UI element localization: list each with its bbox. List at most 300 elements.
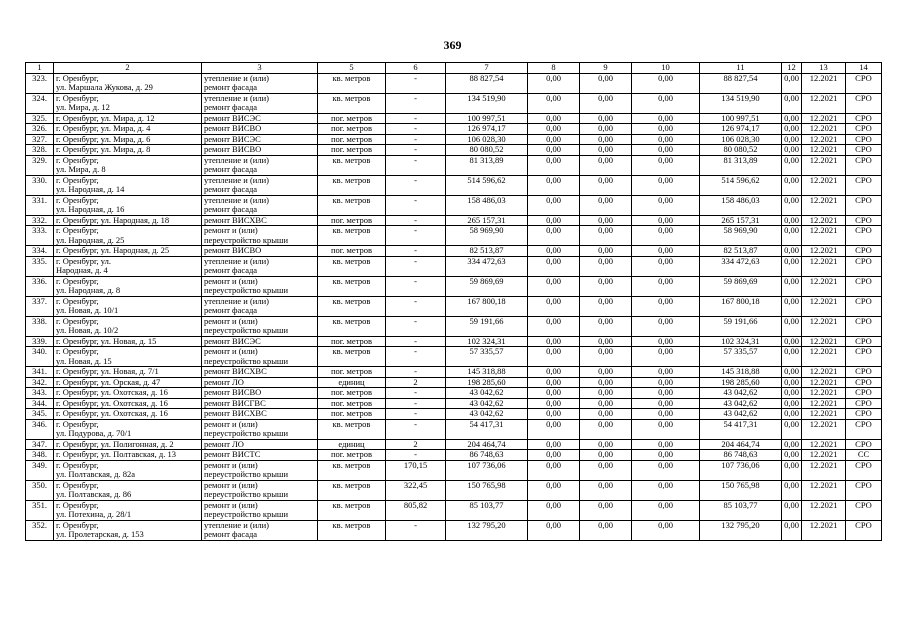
line-1: ремонт и (или) [204, 346, 258, 356]
line-1: ремонт ВИСЭС [204, 134, 261, 144]
quantity-cell: - [386, 296, 446, 316]
address-cell [54, 73, 202, 93]
table-row [26, 134, 882, 145]
method-cell: СРО [846, 419, 882, 439]
unit-cell: кв. метров [318, 73, 386, 93]
work-type-cell [202, 409, 318, 420]
method-cell: СРО [846, 215, 882, 226]
quantity-cell: - [386, 316, 446, 336]
cost-col-11: 54 417,31 [700, 419, 782, 439]
line-1: ремонт ВИСТС [204, 449, 261, 459]
cost-col-11: 198 285,60 [700, 377, 782, 388]
line-1: утепление и (или) [204, 256, 269, 266]
line-1: ремонт ВИСВО [204, 123, 262, 133]
cost-col-10: 0,00 [632, 113, 700, 124]
quantity-cell: 170,15 [386, 460, 446, 480]
cost-col-8: 0,00 [528, 398, 580, 409]
method-cell: СРО [846, 388, 882, 399]
page-number: 369 [443, 38, 462, 52]
cost-col-8: 0,00 [528, 336, 580, 347]
cost-col-10: 0,00 [632, 520, 700, 540]
quantity-cell: - [386, 124, 446, 135]
cost-col-9: 0,00 [580, 296, 632, 316]
table-row [26, 175, 882, 195]
line-2: переустройство крыши [204, 469, 289, 479]
unit-cell: пог. метров [318, 388, 386, 399]
quantity-cell: - [386, 256, 446, 276]
unit-cell: пог. метров [318, 124, 386, 135]
line-2: ул. Маршала Жукова, д. 29 [56, 82, 153, 92]
method-cell: СРО [846, 145, 882, 156]
cost-col-8: 0,00 [528, 460, 580, 480]
work-type-cell [202, 388, 318, 399]
table-row [26, 145, 882, 156]
line-1: г. Оренбург, ул. Мира, д. 8 [56, 144, 151, 154]
cost-col-11: 145 318,88 [700, 367, 782, 378]
cost-col-8: 0,00 [528, 377, 580, 388]
method-cell: СРО [846, 336, 882, 347]
quantity-cell: - [386, 215, 446, 226]
cost-col-11: 204 464,74 [700, 439, 782, 450]
cost-col-11: 102 324,31 [700, 336, 782, 347]
quantity-cell: - [386, 419, 446, 439]
method-cell: СРО [846, 93, 882, 113]
address-cell [54, 336, 202, 347]
address-cell [54, 480, 202, 500]
method-cell: СРО [846, 316, 882, 336]
cost-col-12: 0,00 [782, 336, 802, 347]
table-row [26, 419, 882, 439]
total-cost-cell: 334 472,63 [446, 256, 528, 276]
work-type-cell [202, 276, 318, 296]
cost-col-12: 0,00 [782, 439, 802, 450]
line-1: утепление и (или) [204, 195, 269, 205]
cost-col-8: 0,00 [528, 347, 580, 367]
cost-col-8: 0,00 [528, 145, 580, 156]
cost-col-10: 0,00 [632, 256, 700, 276]
cost-col-12: 0,00 [782, 256, 802, 276]
cost-col-10: 0,00 [632, 388, 700, 399]
work-type-cell [202, 347, 318, 367]
total-cost-cell: 100 997,51 [446, 113, 528, 124]
cost-col-8: 0,00 [528, 134, 580, 145]
date-cell: 12.2021 [802, 419, 846, 439]
cost-col-12: 0,00 [782, 215, 802, 226]
line-2: переустройство крыши [204, 285, 289, 295]
table-row [26, 409, 882, 420]
unit-cell: пог. метров [318, 409, 386, 420]
method-cell: СРО [846, 347, 882, 367]
row-number: 327. [26, 134, 54, 145]
total-cost-cell: 167 800,18 [446, 296, 528, 316]
line-1: г. Оренбург, [56, 276, 99, 286]
work-type-cell [202, 155, 318, 175]
line-2: Народная, д. 4 [56, 265, 108, 275]
cost-col-8: 0,00 [528, 93, 580, 113]
cost-col-12: 0,00 [782, 520, 802, 540]
cost-col-8: 0,00 [528, 409, 580, 420]
address-cell [54, 520, 202, 540]
unit-cell: кв. метров [318, 93, 386, 113]
cost-col-10: 0,00 [632, 195, 700, 215]
work-type-cell [202, 215, 318, 226]
unit-cell: кв. метров [318, 460, 386, 480]
address-cell [54, 439, 202, 450]
table-row [26, 246, 882, 257]
cost-col-8: 0,00 [528, 155, 580, 175]
date-cell: 12.2021 [802, 398, 846, 409]
line-2: переустройство крыши [204, 428, 289, 438]
address-cell [54, 460, 202, 480]
method-cell: СРО [846, 246, 882, 257]
cost-col-12: 0,00 [782, 134, 802, 145]
cost-col-10: 0,00 [632, 155, 700, 175]
row-number: 349. [26, 460, 54, 480]
line-1: г. Оренбург, ул. Охотская, д. 16 [56, 387, 168, 397]
total-cost-cell: 198 285,60 [446, 377, 528, 388]
work-type-cell [202, 73, 318, 93]
cost-col-9: 0,00 [580, 480, 632, 500]
line-1: г. Оренбург, [56, 296, 99, 306]
unit-cell: единиц [318, 439, 386, 450]
date-cell: 12.2021 [802, 93, 846, 113]
total-cost-cell: 132 795,20 [446, 520, 528, 540]
cost-col-12: 0,00 [782, 155, 802, 175]
cost-col-11: 58 969,90 [700, 226, 782, 246]
method-cell: СРО [846, 409, 882, 420]
date-cell: 12.2021 [802, 439, 846, 450]
work-type-cell [202, 439, 318, 450]
cost-col-11: 57 335,57 [700, 347, 782, 367]
work-type-cell [202, 520, 318, 540]
address-cell [54, 316, 202, 336]
cost-col-12: 0,00 [782, 377, 802, 388]
work-type-cell [202, 134, 318, 145]
column-header: 10 [632, 63, 700, 74]
cost-col-8: 0,00 [528, 113, 580, 124]
cost-col-8: 0,00 [528, 480, 580, 500]
line-2: ул. Народная, д. 8 [56, 285, 121, 295]
row-number: 352. [26, 520, 54, 540]
date-cell: 12.2021 [802, 73, 846, 93]
total-cost-cell: 59 869,69 [446, 276, 528, 296]
line-1: г. Оренбург, [56, 93, 99, 103]
cost-col-9: 0,00 [580, 195, 632, 215]
cost-col-11: 85 103,77 [700, 500, 782, 520]
table-row [26, 316, 882, 336]
cost-col-8: 0,00 [528, 388, 580, 399]
quantity-cell: - [386, 388, 446, 399]
cost-col-11: 150 765,98 [700, 480, 782, 500]
work-type-cell [202, 93, 318, 113]
work-type-cell [202, 336, 318, 347]
work-type-cell [202, 450, 318, 461]
total-cost-cell: 134 519,90 [446, 93, 528, 113]
cost-col-9: 0,00 [580, 145, 632, 156]
line-2: ул. Новая, д. 15 [56, 355, 112, 366]
line-1: ремонт и (или) [204, 480, 258, 490]
table-row [26, 336, 882, 347]
row-number: 340. [26, 347, 54, 367]
row-number: 332. [26, 215, 54, 226]
method-cell: СРО [846, 73, 882, 93]
line-1: г. Оренбург, ул. Мира, д. 6 [56, 134, 151, 144]
line-2: ремонт фасада [204, 265, 258, 275]
quantity-cell: 322,45 [386, 480, 446, 500]
line-1: ремонт и (или) [204, 316, 258, 326]
quantity-cell: - [386, 134, 446, 145]
quantity-cell: - [386, 409, 446, 420]
cost-col-8: 0,00 [528, 500, 580, 520]
quantity-cell: - [386, 175, 446, 195]
row-number: 337. [26, 296, 54, 316]
row-number: 324. [26, 93, 54, 113]
row-number: 333. [26, 226, 54, 246]
cost-col-9: 0,00 [580, 226, 632, 246]
total-cost-cell: 102 324,31 [446, 336, 528, 347]
total-cost-cell: 150 765,98 [446, 480, 528, 500]
cost-col-9: 0,00 [580, 347, 632, 367]
row-number: 345. [26, 409, 54, 420]
column-header: 14 [846, 63, 882, 74]
cost-col-9: 0,00 [580, 215, 632, 226]
cost-col-11: 43 042,62 [700, 409, 782, 420]
date-cell: 12.2021 [802, 500, 846, 520]
cost-col-9: 0,00 [580, 439, 632, 450]
address-cell [54, 246, 202, 257]
address-cell [54, 175, 202, 195]
line-2: переустройство крыши [204, 325, 289, 335]
cost-col-10: 0,00 [632, 175, 700, 195]
line-1: г. Оренбург, ул. Полигонная, д. 2 [56, 439, 174, 449]
method-cell: СРО [846, 155, 882, 175]
line-1: г. Оренбург, [56, 419, 99, 429]
cost-col-11: 134 519,90 [700, 93, 782, 113]
line-1: г. Оренбург, [56, 316, 99, 326]
work-type-cell [202, 367, 318, 378]
cost-col-12: 0,00 [782, 347, 802, 367]
cost-col-8: 0,00 [528, 367, 580, 378]
method-cell: СРО [846, 195, 882, 215]
line-2: ремонт фасада [204, 184, 258, 194]
table-row [26, 226, 882, 246]
cost-col-8: 0,00 [528, 276, 580, 296]
cost-col-9: 0,00 [580, 246, 632, 257]
cost-col-9: 0,00 [580, 134, 632, 145]
cost-col-10: 0,00 [632, 409, 700, 420]
table-row [26, 113, 882, 124]
method-cell: СРО [846, 226, 882, 246]
date-cell: 12.2021 [802, 450, 846, 461]
row-number: 351. [26, 500, 54, 520]
line-1: ремонт ВИСВО [204, 245, 262, 255]
work-type-cell [202, 175, 318, 195]
cost-col-12: 0,00 [782, 316, 802, 336]
cost-col-8: 0,00 [528, 256, 580, 276]
address-cell [54, 155, 202, 175]
date-cell: 12.2021 [802, 388, 846, 399]
table-row [26, 480, 882, 500]
line-1: ремонт ВИСХВС [204, 366, 267, 376]
unit-cell: пог. метров [318, 134, 386, 145]
row-number: 329. [26, 155, 54, 175]
line-1: ремонт и (или) [204, 276, 258, 286]
total-cost-cell: 106 028,30 [446, 134, 528, 145]
line-1: г. Оренбург, ул. Новая, д. 15 [56, 336, 157, 346]
method-cell: СРО [846, 124, 882, 135]
cost-col-11: 43 042,62 [700, 398, 782, 409]
address-cell [54, 256, 202, 276]
cost-col-11: 106 028,30 [700, 134, 782, 145]
column-header: 3 [202, 63, 318, 74]
unit-cell: пог. метров [318, 336, 386, 347]
total-cost-cell: 43 042,62 [446, 388, 528, 399]
line-1: г. Оренбург, ул. Орская, д. 47 [56, 377, 161, 387]
cost-col-10: 0,00 [632, 124, 700, 135]
cost-col-10: 0,00 [632, 377, 700, 388]
quantity-cell: 805,82 [386, 500, 446, 520]
row-number: 330. [26, 175, 54, 195]
work-type-cell [202, 296, 318, 316]
line-1: ремонт и (или) [204, 460, 258, 470]
cost-col-10: 0,00 [632, 439, 700, 450]
line-2: ремонт фасада [204, 305, 258, 315]
work-type-cell [202, 377, 318, 388]
line-1: ремонт ВИСЭС [204, 336, 261, 346]
line-2: переустройство крыши [204, 355, 289, 366]
total-cost-cell: 54 417,31 [446, 419, 528, 439]
method-cell: СРО [846, 377, 882, 388]
cost-col-11: 126 974,17 [700, 124, 782, 135]
cost-col-11: 167 800,18 [700, 296, 782, 316]
table-row [26, 276, 882, 296]
cost-col-12: 0,00 [782, 480, 802, 500]
date-cell: 12.2021 [802, 256, 846, 276]
line-2: переустройство крыши [204, 489, 289, 499]
total-cost-cell: 265 157,31 [446, 215, 528, 226]
line-1: г. Оренбург, [56, 175, 99, 185]
column-number-header [26, 63, 882, 74]
line-1: ремонт ВИСГВС [204, 398, 266, 408]
unit-cell: кв. метров [318, 175, 386, 195]
method-cell: СРО [846, 480, 882, 500]
unit-cell: кв. метров [318, 256, 386, 276]
line-1: г. Оренбург, ул. Охотская, д. 16 [56, 408, 168, 418]
date-cell: 12.2021 [802, 367, 846, 378]
date-cell: 12.2021 [802, 215, 846, 226]
address-cell [54, 113, 202, 124]
work-type-cell [202, 145, 318, 156]
line-1: г. Оренбург, ул. Народная, д. 18 [56, 215, 170, 225]
cost-col-10: 0,00 [632, 215, 700, 226]
line-1: ремонт ВИСВО [204, 144, 262, 154]
cost-col-12: 0,00 [782, 500, 802, 520]
line-1: ремонт ЛО [204, 439, 244, 449]
column-header: 12 [782, 63, 802, 74]
date-cell: 12.2021 [802, 226, 846, 246]
address-cell [54, 93, 202, 113]
cost-col-11: 100 997,51 [700, 113, 782, 124]
cost-col-10: 0,00 [632, 276, 700, 296]
address-cell [54, 134, 202, 145]
cost-col-12: 0,00 [782, 460, 802, 480]
unit-cell: пог. метров [318, 367, 386, 378]
cost-col-9: 0,00 [580, 336, 632, 347]
work-type-cell [202, 195, 318, 215]
total-cost-cell: 145 318,88 [446, 367, 528, 378]
total-cost-cell: 514 596,62 [446, 175, 528, 195]
row-number: 336. [26, 276, 54, 296]
work-type-cell [202, 480, 318, 500]
row-number: 335. [26, 256, 54, 276]
line-1: ремонт и (или) [204, 225, 258, 235]
cost-col-9: 0,00 [580, 155, 632, 175]
row-number: 343. [26, 388, 54, 399]
cost-col-9: 0,00 [580, 460, 632, 480]
work-type-cell [202, 460, 318, 480]
cost-col-10: 0,00 [632, 246, 700, 257]
table-row [26, 450, 882, 461]
address-cell [54, 215, 202, 226]
cost-col-9: 0,00 [580, 175, 632, 195]
cost-col-10: 0,00 [632, 296, 700, 316]
work-type-cell [202, 226, 318, 246]
column-header: 11 [700, 63, 782, 74]
cost-col-9: 0,00 [580, 500, 632, 520]
cost-col-8: 0,00 [528, 246, 580, 257]
cost-col-11: 81 313,89 [700, 155, 782, 175]
cost-col-10: 0,00 [632, 500, 700, 520]
unit-cell: кв. метров [318, 155, 386, 175]
cost-col-10: 0,00 [632, 73, 700, 93]
method-cell: СРО [846, 500, 882, 520]
cost-col-12: 0,00 [782, 419, 802, 439]
cost-col-10: 0,00 [632, 134, 700, 145]
cost-col-11: 80 080,52 [700, 145, 782, 156]
unit-cell: кв. метров [318, 226, 386, 246]
unit-cell: кв. метров [318, 276, 386, 296]
address-cell [54, 226, 202, 246]
cost-col-9: 0,00 [580, 124, 632, 135]
total-cost-cell: 58 969,90 [446, 226, 528, 246]
cost-col-9: 0,00 [580, 113, 632, 124]
quantity-cell: - [386, 520, 446, 540]
total-cost-cell: 85 103,77 [446, 500, 528, 520]
cost-col-12: 0,00 [782, 367, 802, 378]
cost-col-12: 0,00 [782, 226, 802, 246]
unit-cell: единиц [318, 377, 386, 388]
row-number: 339. [26, 336, 54, 347]
cost-col-9: 0,00 [580, 93, 632, 113]
address-cell [54, 195, 202, 215]
address-cell [54, 276, 202, 296]
cost-col-9: 0,00 [580, 276, 632, 296]
total-cost-cell: 204 464,74 [446, 439, 528, 450]
table-row [26, 73, 882, 93]
quantity-cell: - [386, 145, 446, 156]
quantity-cell: - [386, 155, 446, 175]
cost-col-8: 0,00 [528, 175, 580, 195]
method-cell: СРО [846, 175, 882, 195]
address-cell [54, 419, 202, 439]
cost-col-12: 0,00 [782, 175, 802, 195]
cost-col-9: 0,00 [580, 377, 632, 388]
line-1: г. Оренбург, ул. [56, 256, 112, 266]
date-cell: 12.2021 [802, 195, 846, 215]
method-cell: СРО [846, 276, 882, 296]
cost-col-10: 0,00 [632, 93, 700, 113]
quantity-cell: 2 [386, 377, 446, 388]
